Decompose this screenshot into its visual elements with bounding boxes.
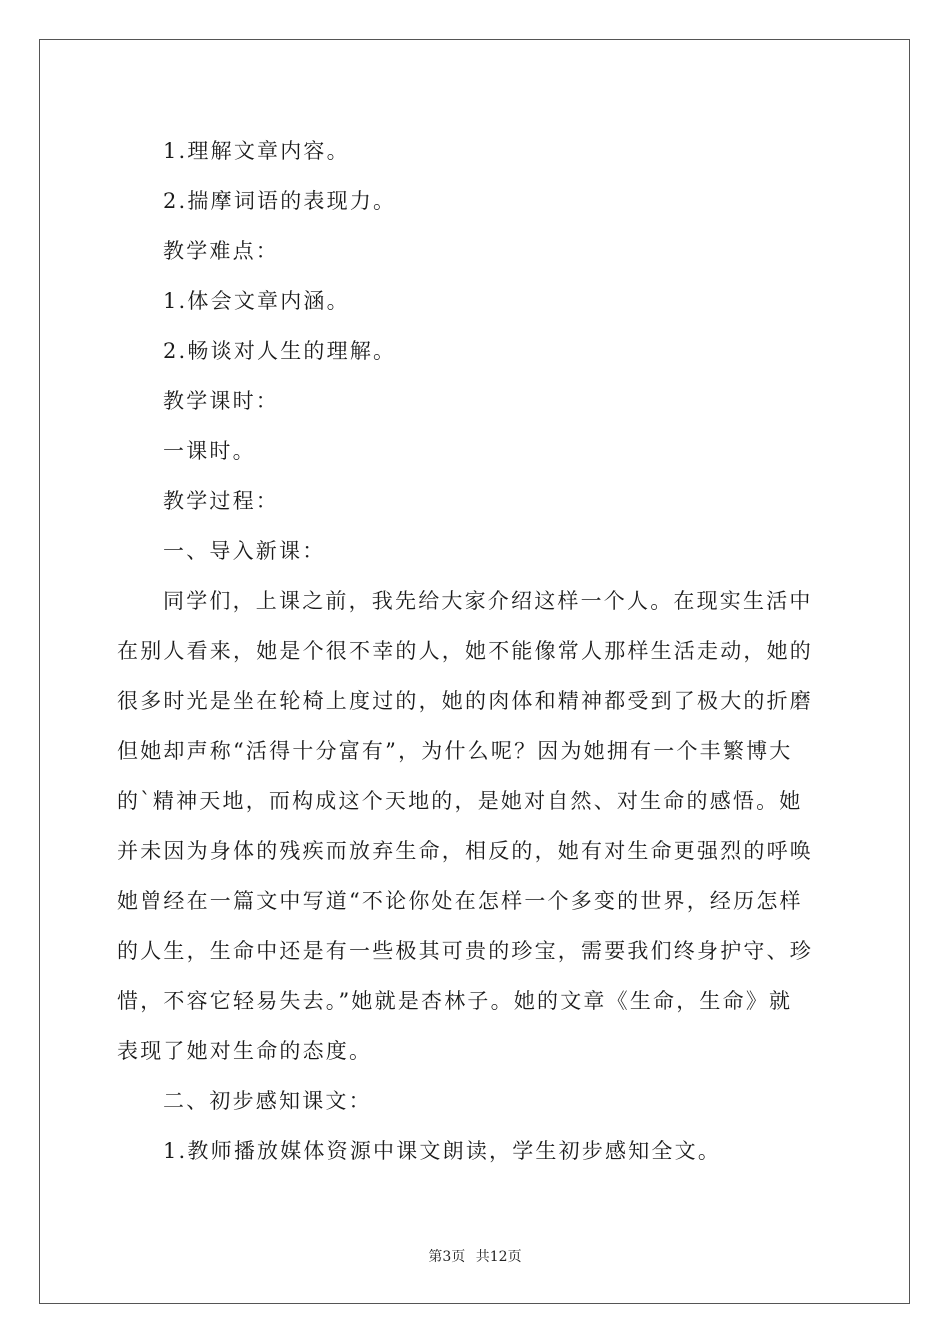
section-heading: 一、导入新课： [163, 539, 326, 563]
section-heading: 教学难点： [163, 239, 279, 263]
paragraph-line: 并未因为身体的残疾而放弃生命，相反的，她有对生命更强烈的呼唤 [117, 839, 813, 863]
text-line: 1.理解文章内容。 [163, 139, 350, 163]
page-number: 第3页 [428, 1249, 466, 1265]
paragraph-line: 在别人看来，她是个很不幸的人，她不能像常人那样生活走动，她的 [117, 639, 813, 663]
text-line: 1.教师播放媒体资源中课文朗读，学生初步感知全文。 [163, 1139, 722, 1163]
text-line: 一课时。 [163, 439, 256, 463]
paragraph-line: 很多时光是坐在轮椅上度过的，她的肉体和精神都受到了极大的折磨 [117, 689, 813, 713]
paragraph-line: 表现了她对生命的态度。 [117, 1039, 373, 1063]
paragraph-line: 但她却声称“活得十分富有”，为什么呢？因为她拥有一个丰繁博大 [117, 739, 793, 763]
paragraph-line: 的`精神天地，而构成这个天地的，是她对自然、对生命的感悟。她 [117, 789, 803, 813]
paragraph-line: 同学们，上课之前，我先给大家介绍这样一个人。在现实生活中 [163, 589, 813, 613]
text-line: 1.体会文章内涵。 [163, 289, 350, 313]
section-heading: 二、初步感知课文： [163, 1089, 372, 1113]
paragraph-line: 的人生，生命中还是有一些极其可贵的珍宝，需要我们终身护守、珍 [117, 939, 813, 963]
paragraph-line: 她曾经在一篇文中写道“不论你处在怎样一个多变的世界，经历怎样 [117, 889, 803, 913]
text-line: 2.揣摩词语的表现力。 [163, 189, 397, 213]
page-footer [0, 1246, 950, 1266]
paragraph-line: 惜，不容它轻易失去。”她就是杏林子。她的文章《生命，生命》就 [117, 989, 793, 1013]
section-heading: 教学课时： [163, 389, 279, 413]
text-line: 2.畅谈对人生的理解。 [163, 339, 397, 363]
page-total: 共12页 [475, 1249, 522, 1265]
section-heading: 教学过程： [163, 489, 279, 513]
